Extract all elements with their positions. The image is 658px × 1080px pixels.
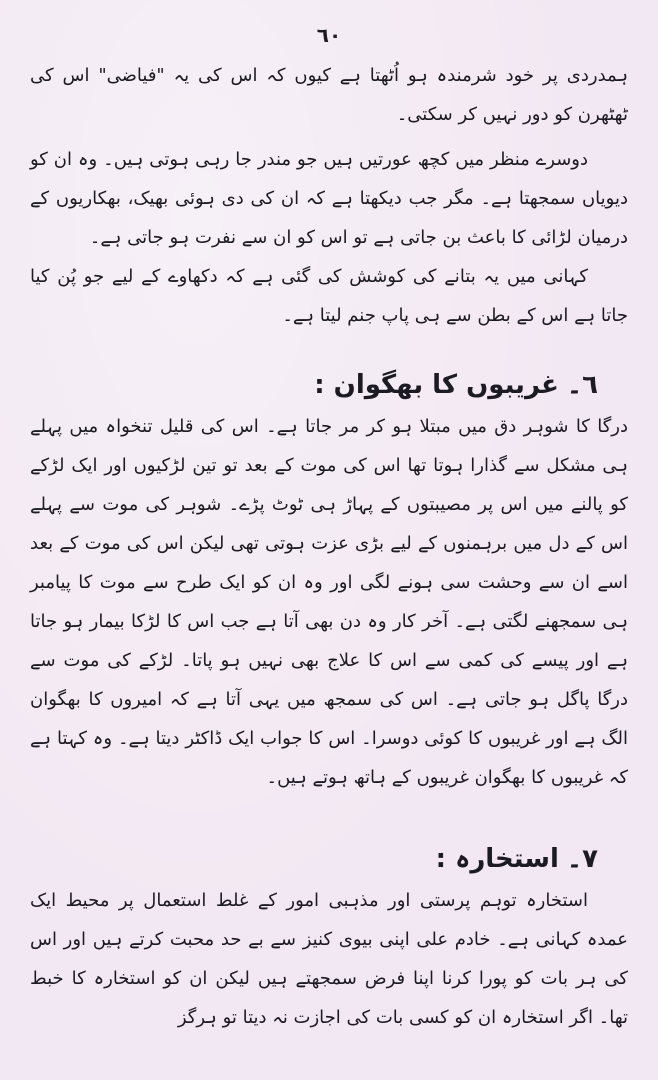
spacer bbox=[30, 335, 628, 363]
section-heading-7 bbox=[30, 837, 628, 881]
spacer bbox=[30, 797, 628, 837]
paragraph-second-scene: دوسرے منظر میں کچھ عورتیں ہیں جو مندر جا رہی ہوتی ہیں۔ وہ ان کو دیویاں سمجھتا ہے۔ مگر جب دیکھتا ہے کہ ان کی دی ہوئی بھیک، بھکاریوں کے درمیان لڑائی کا باعث بن جاتی ہے تو اس کو ان سے نفرت ہو جاتی ہے۔ bbox=[30, 149, 628, 248]
paragraph-section-7: استخارہ توہم پرستی اور مذہبی امور کے غلط استعمال پر محیط ایک عمدہ کہانی ہے۔ خادم علی اپنی بیوی کنیز سے بے حد محبت کرتے ہیں اور اس کی ہر بات کو پورا کرنا اپنا فرض سمجھتے ہیں لیکن ان کو استخارہ کا خبط تھا۔ اگر استخارہ ان کو کسی بات کی اجازت نہ دیتا تو ہرگز bbox=[30, 890, 628, 1028]
paragraph-section-6: درگا کا شوہر دق میں مبتلا ہو کر مر جاتا ہے۔ اس کی قلیل تنخواہ میں پہلے ہی مشکل سے گذارا ہوتا تھا اس کی موت کے بعد تو تین لڑکیوں اور ایک لڑکے کو پالنے میں اس پر مصیبتوں کے پہاڑ ہی ٹوٹ پڑے۔ شوہر کی موت سے پہلے اس کے دل میں برہمنوں کے لیے بڑی عزت ہوتی تھی لیکن اس کی موت کے بعد اسے ان سے وحشت سی ہونے لگی اور وہ ان کو ایک طرح سے موت کا پیامبر ہی سمجھنے لگتی ہے۔ آخر کار وہ دن بھی آتا ہے جب اس کا لڑکا بیمار ہو جاتا ہے اور پیسے کی کمی سے اس کا علاج بھی نہیں ہو پاتا۔ لڑکے کی موت سے درگا پاگل ہو جاتی ہے۔ اس کی سمجھ میں یہی آتا ہے کہ امیروں کا بھگوان الگ ہے اور غریبوں کا کوئی دوسرا۔ اس کا جواب ایک ڈاکٹر دیتا ہے۔ وہ کہتا ہے کہ غریبوں کا بھگوان غریبوں کے ہاتھ ہوتے ہیں۔ bbox=[30, 416, 628, 788]
section-number: ٧۔ bbox=[566, 844, 598, 874]
section-title: استخارہ : bbox=[435, 844, 559, 874]
paragraph-intro: ہمدردی پر خود شرمندہ ہو اُٹھتا ہے کیوں کہ اس کی یہ "فیاضی" اس کی ٹھٹھرن کو دور نہیں کر سکتی۔ bbox=[30, 65, 628, 125]
section-heading-6 bbox=[30, 363, 628, 407]
section-number: ٦۔ bbox=[566, 370, 598, 400]
section-title: غریبوں کا بھگوان : bbox=[314, 370, 559, 400]
page-number: ٦٠ bbox=[316, 23, 342, 47]
paragraph-story-moral: کہانی میں یہ بتانے کی کوشش کی گئی ہے کہ دکھاوے کے لیے جو پُن کیا جاتا ہے اس کے بطن سے ہی پاپ جنم لیتا ہے۔ bbox=[30, 266, 628, 326]
